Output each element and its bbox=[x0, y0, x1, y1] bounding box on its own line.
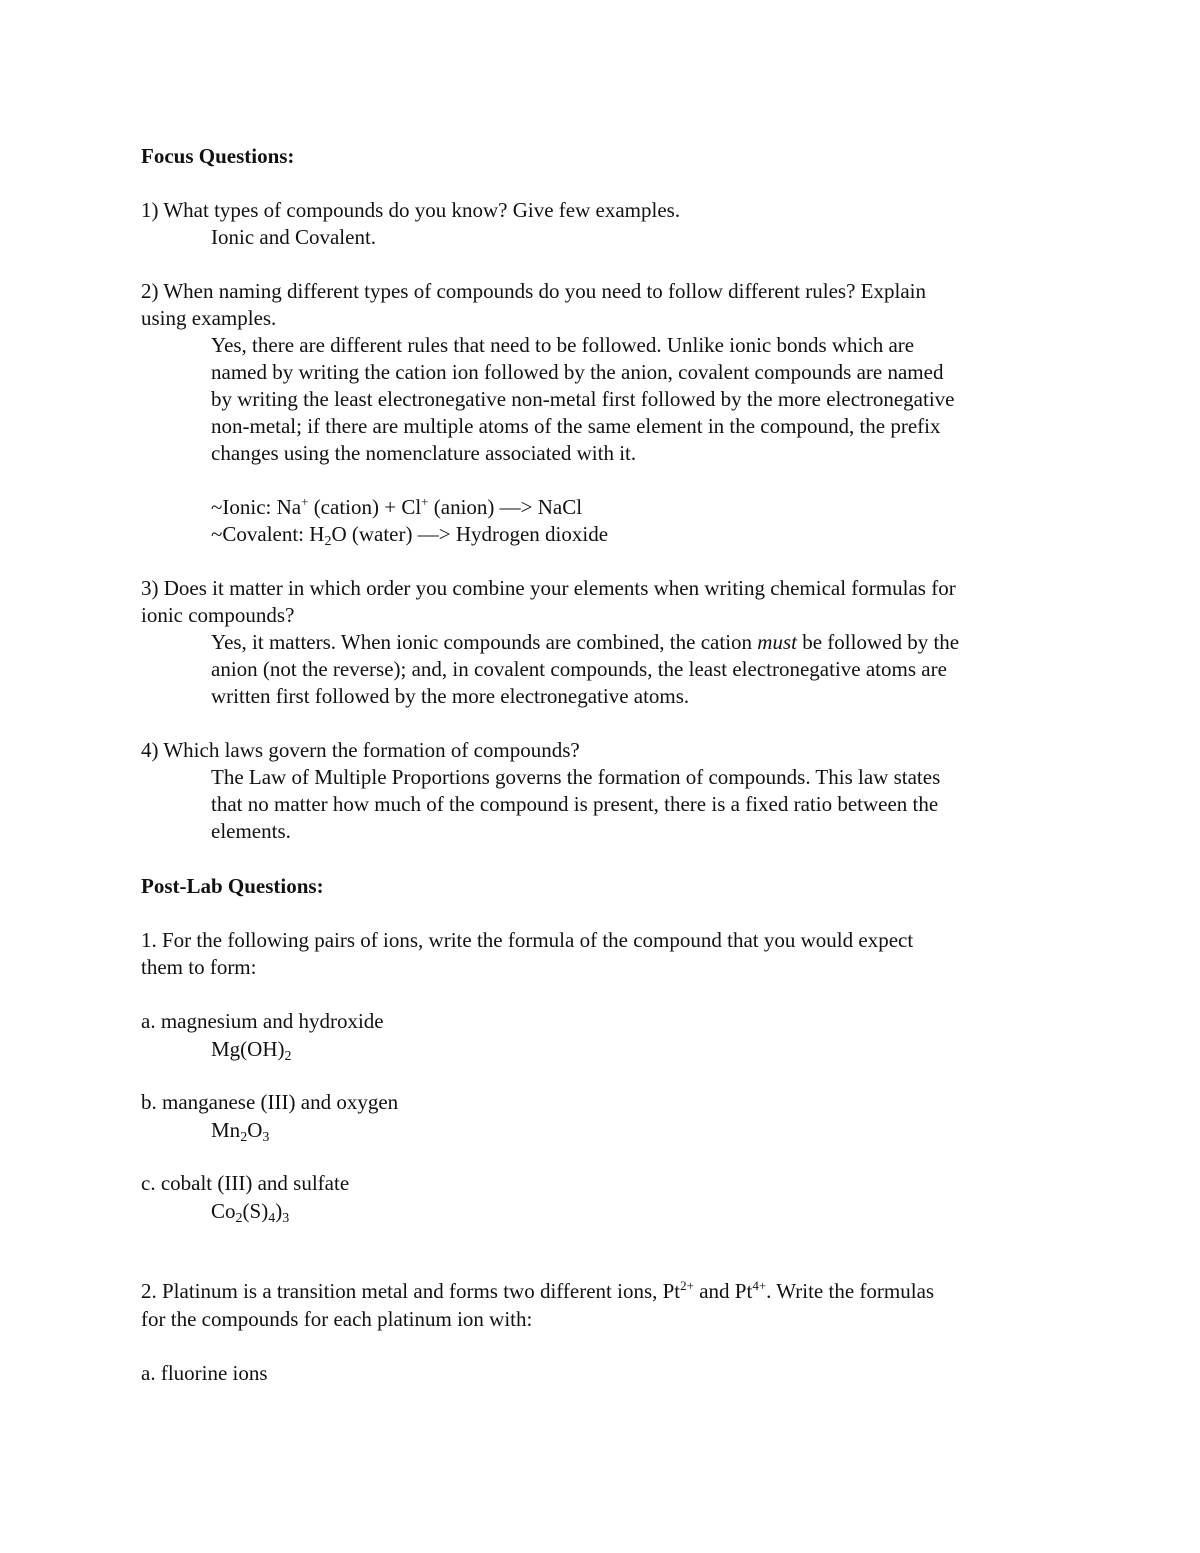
o-symbol: O bbox=[247, 1118, 263, 1142]
focus-questions-heading: Focus Questions: bbox=[141, 144, 295, 168]
na-charge: + bbox=[301, 494, 309, 509]
focus-q2-answer-line4: non-metal; if there are multiple atoms of the same element in the compound, the prefix bbox=[211, 414, 941, 438]
focus-q2-question-line1: 2) When naming different types of compounds do you need to follow different rules? Explain bbox=[141, 279, 926, 303]
focus-q3-answer-line1 bbox=[211, 629, 959, 656]
mn-subscript: 2 bbox=[240, 1130, 248, 1145]
postlab-q1c-label: c. cobalt (III) and sulfate bbox=[141, 1171, 350, 1195]
postlab-q2-line1 bbox=[141, 1278, 934, 1305]
covalent-example-prefix: ~Covalent: H bbox=[211, 522, 325, 546]
postlab-q1a-answer bbox=[211, 1036, 292, 1063]
mg-oh-subscript: 2 bbox=[284, 1049, 292, 1064]
ionic-example-prefix: ~Ionic: Na bbox=[211, 495, 302, 519]
co-symbol: Co bbox=[211, 1199, 236, 1223]
postlab-q1a-label: a. magnesium and hydroxide bbox=[141, 1009, 384, 1033]
focus-q3-question-line2: ionic compounds? bbox=[141, 603, 295, 627]
focus-q3-answer-emphasis: must bbox=[757, 630, 797, 654]
focus-q3-answer-line3: written first followed by the more electronegative atoms. bbox=[211, 684, 690, 708]
mg-oh-formula: Mg(OH) bbox=[211, 1037, 285, 1061]
postlab-q1b-label: b. manganese (III) and oxygen bbox=[141, 1090, 399, 1114]
focus-q4-question: 4) Which laws govern the formation of compounds? bbox=[141, 738, 580, 762]
ionic-example-suffix: (anion) —> NaCl bbox=[428, 495, 583, 519]
co-subscript: 2 bbox=[235, 1211, 243, 1226]
h-subscript: 2 bbox=[324, 534, 332, 549]
s-subscript: 4 bbox=[268, 1211, 276, 1226]
ionic-example-middle: (cation) + Cl bbox=[308, 495, 422, 519]
focus-q4-answer-line2: that no matter how much of the compound is present, there is a fixed ratio between the bbox=[211, 792, 939, 816]
s-group: (S) bbox=[242, 1199, 269, 1223]
focus-q4-answer-line1: The Law of Multiple Proportions governs the formation of compounds. This law states bbox=[211, 765, 941, 789]
focus-q3-answer-before: Yes, it matters. When ionic compounds are combined, the cation bbox=[211, 630, 758, 654]
postlab-q2-before: 2. Platinum is a transition metal and forms two different ions, Pt bbox=[141, 1279, 681, 1303]
pt-charge-2plus: 2+ bbox=[680, 1278, 694, 1293]
ionic-example bbox=[211, 494, 582, 521]
postlab-q1b-answer bbox=[211, 1117, 269, 1144]
postlab-q1-question-line2: them to form: bbox=[141, 955, 257, 979]
focus-q1-question: 1) What types of compounds do you know? Give few examples. bbox=[141, 198, 681, 222]
postlab-q1-question-line1: 1. For the following pairs of ions, write the formula of the compound that you would expect bbox=[141, 928, 914, 952]
focus-q2-question-line2: using examples. bbox=[141, 306, 277, 330]
postlab-q2-middle: and Pt bbox=[693, 1279, 753, 1303]
focus-q3-answer-after: be followed by the bbox=[796, 630, 960, 654]
focus-q2-answer-line5: changes using the nomenclature associated with it. bbox=[211, 441, 637, 465]
pt-charge-4plus: 4+ bbox=[752, 1278, 767, 1293]
focus-q3-answer-line2: anion (not the reverse); and, in covalent compounds, the least electronegative atoms are bbox=[211, 657, 947, 681]
mn-symbol: Mn bbox=[211, 1118, 241, 1142]
focus-q2-answer-line2: named by writing the cation ion followed by the anion, covalent compounds are named bbox=[211, 360, 944, 384]
postlab-q2-after: . Write the formulas bbox=[766, 1279, 935, 1303]
covalent-example-suffix: O (water) —> Hydrogen dioxide bbox=[331, 522, 609, 546]
group-subscript: 3 bbox=[282, 1211, 290, 1226]
postlab-questions-heading: Post-Lab Questions: bbox=[141, 874, 324, 898]
o-subscript: 3 bbox=[262, 1130, 270, 1145]
covalent-example bbox=[211, 521, 608, 548]
focus-q4-answer-line3: elements. bbox=[211, 819, 291, 843]
postlab-q1c-answer bbox=[211, 1198, 289, 1225]
focus-q2-answer-line1: Yes, there are different rules that need to be followed. Unlike ionic bonds which are bbox=[211, 333, 915, 357]
cl-charge: + bbox=[421, 494, 429, 509]
focus-q2-answer-line3: by writing the least electronegative non-metal first followed by the more electronegative bbox=[211, 387, 955, 411]
focus-q1-answer: Ionic and Covalent. bbox=[211, 225, 377, 249]
postlab-q2a-label: a. fluorine ions bbox=[141, 1361, 268, 1385]
focus-q3-question-line1: 3) Does it matter in which order you combine your elements when writing chemical formulas for bbox=[141, 576, 956, 600]
postlab-q2-line2: for the compounds for each platinum ion with: bbox=[141, 1307, 533, 1331]
close-paren: ) bbox=[275, 1199, 283, 1223]
